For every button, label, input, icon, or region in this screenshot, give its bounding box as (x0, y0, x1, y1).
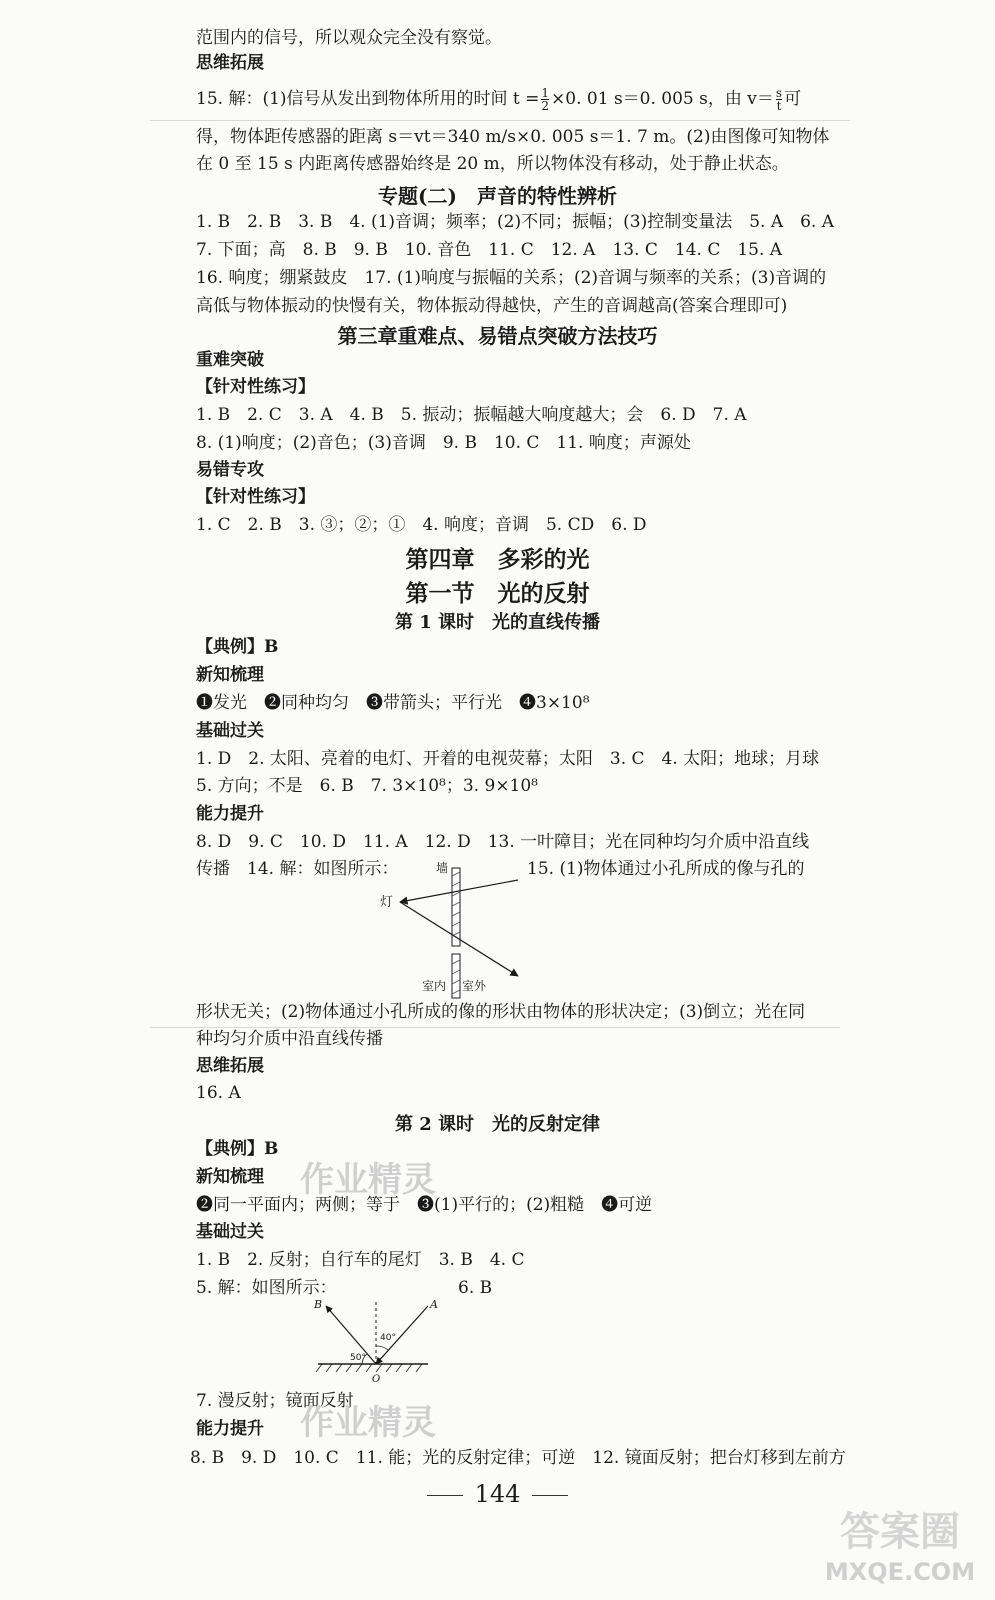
mirror-surface (316, 1364, 428, 1372)
watermark-text: 作业精灵 (300, 1403, 436, 1443)
subheading: 能力提升 (196, 1419, 264, 1439)
page-number-dash (532, 1495, 568, 1496)
subheading: 易错专攻 (196, 460, 264, 480)
subheading: 基础过关 (196, 1222, 264, 1242)
page-number-dash (427, 1495, 463, 1496)
fraction-denominator: t (776, 99, 782, 113)
fraction (541, 87, 549, 112)
subheading: 基础过关 (196, 721, 264, 741)
text-line: 6. B (458, 1278, 493, 1298)
text-line: ❷同一平面内；两侧；等于 ❸(1)平行的；(2)粗糙 ❹可逆 (196, 1195, 653, 1215)
fraction-numerator: 1 (541, 86, 550, 100)
wall-shape (452, 868, 460, 998)
text-line: 1. B 2. C 3. A 4. B 5. 振动；振幅越大响度越大；会 6. D 7. A (196, 405, 747, 425)
text-line: 8. (1)响度；(2)音色；(3)音调 9. B 10. C 11. 响度；声源处 (196, 433, 691, 453)
subheading: 思维拓展 (196, 1056, 264, 1076)
text-line: 15. (1)物体通过小孔所成的像与孔的 (527, 859, 805, 879)
lamp-label: 灯 (380, 895, 394, 910)
text-line: 16. 响度；绷紧鼓皮 17. (1)响度与振幅的关系；(2)音调与频率的关系；(3)音调的 (196, 268, 827, 288)
lesson-heading: 第 1 课时 光的直线传播 (394, 612, 601, 633)
text-line: 在 0 至 15 s 内距离传感器始终是 20 m，所以物体没有移动，处于静止状态。 (196, 154, 789, 174)
fraction (776, 87, 782, 112)
point-a-label: A (430, 1298, 438, 1311)
text-line: 1. B 2. B 3. B 4. (1)音调；频率；(2)不同；振幅；(3)控制变量法 5. A 6. A (196, 212, 835, 232)
text-line: 1. B 2. 反射；自行车的尾灯 3. B 4. C (196, 1250, 525, 1270)
subheading: 能力提升 (196, 804, 264, 824)
text-segment: 15. 解：(1)信号从发出到物体所用的时间 t = (196, 89, 540, 109)
lesson-heading: 第 2 课时 光的反射定律 (394, 1114, 601, 1135)
wall-label: 墙 (436, 861, 449, 875)
text-segment: 可 (784, 89, 802, 109)
text-line: 5. 解：如图所示： (196, 1278, 337, 1298)
angle-label: 40° (380, 1333, 396, 1343)
subheading: 【针对性练习】 (196, 377, 315, 397)
subheading: 重难突破 (196, 350, 264, 370)
scan-line-top (150, 120, 850, 121)
fraction-denominator: 2 (541, 99, 550, 113)
angle-label: 50° (350, 1353, 366, 1363)
text-line: 5. 方向；不是 6. B 7. 3×10⁸；3. 9×10⁸ (196, 776, 539, 796)
text-line: 16. A (196, 1083, 241, 1103)
text-segment: ×0. 01 s＝0. 005 s，由 v＝ (551, 89, 774, 109)
text-line: ❶发光 ❷同种均匀 ❸带箭头；平行光 ❹3×10⁸ (196, 693, 590, 713)
text-line: 1. D 2. 太阳、亮着的电灯、开着的电视荧幕；太阳 3. C 4. 太阳；地球；月球 (196, 749, 820, 769)
wall-light-diagram (378, 858, 538, 1008)
text-line: 传播 14. 解：如图所示： (196, 859, 399, 879)
section-heading: 专题(二) 声音的特性辨析 (378, 184, 617, 208)
subheading: 【典例】B (196, 1139, 279, 1159)
corner-logo (815, 1500, 985, 1590)
text-line: 形状无关；(2)物体通过小孔所成的像的形状由物体的形状决定；(3)倒立；光在同 (196, 1002, 806, 1022)
text-line: 7. 下面；高 8. B 9. B 10. 音色 11. C 12. A 13. C 14. C 15. A (196, 240, 783, 260)
fraction-numerator: s (775, 86, 783, 100)
text-line: 7. 漫反射；镜面反射 (196, 1391, 354, 1411)
angle-arc (376, 1346, 388, 1350)
text-line-with-fraction (196, 87, 801, 112)
text-line: 得，物体距传感器的距离 s＝vt＝340 m/s×0. 005 s＝1. 7 m。(2)由图像可知物体 (196, 127, 830, 147)
text-line: 种均匀介质中沿直线传播 (196, 1029, 383, 1049)
subheading: 新知梳理 (196, 1167, 264, 1187)
section-heading: 第三章重难点、易错点突破方法技巧 (337, 324, 658, 348)
point-b-label: B (314, 1298, 323, 1311)
subheading: 【典例】B (196, 637, 279, 657)
outdoor-label: 室外 (462, 979, 487, 993)
chapter-heading: 第四章 多彩的光 (405, 546, 590, 573)
logo-site: MXQE.COM (824, 1558, 976, 1586)
text-line: 1. C 2. B 3. ③；②；① 4. 响度；音调 5. CD 6. D (196, 515, 647, 535)
subheading: 新知梳理 (196, 665, 264, 685)
text-line: 8. D 9. C 10. D 11. A 12. D 13. 一叶障目；光在同种均匀介质中沿直线 (196, 832, 810, 852)
text-line: 范围内的信号，所以观众完全没有察觉。 (196, 28, 502, 48)
text-line: 高低与物体振动的快慢有关，物体振动得越快，产生的音调越高(答案合理即可) (196, 296, 788, 316)
point-o-label: O (372, 1374, 381, 1385)
page-number-value: 144 (474, 1480, 521, 1508)
reflection-diagram (310, 1298, 460, 1388)
section-heading: 第一节 光的反射 (405, 580, 590, 607)
text-line: 8. B 9. D 10. C 11. 能；光的反射定律；可逆 12. 镜面反射；把台灯移到左前方 (190, 1448, 846, 1468)
indoor-label: 室内 (422, 979, 447, 993)
subheading: 【针对性练习】 (196, 487, 315, 507)
subheading: 思维拓展 (196, 53, 264, 73)
watermark-text: 作业精灵 (300, 1160, 436, 1200)
logo-mark: 答案圈 (840, 1509, 960, 1555)
